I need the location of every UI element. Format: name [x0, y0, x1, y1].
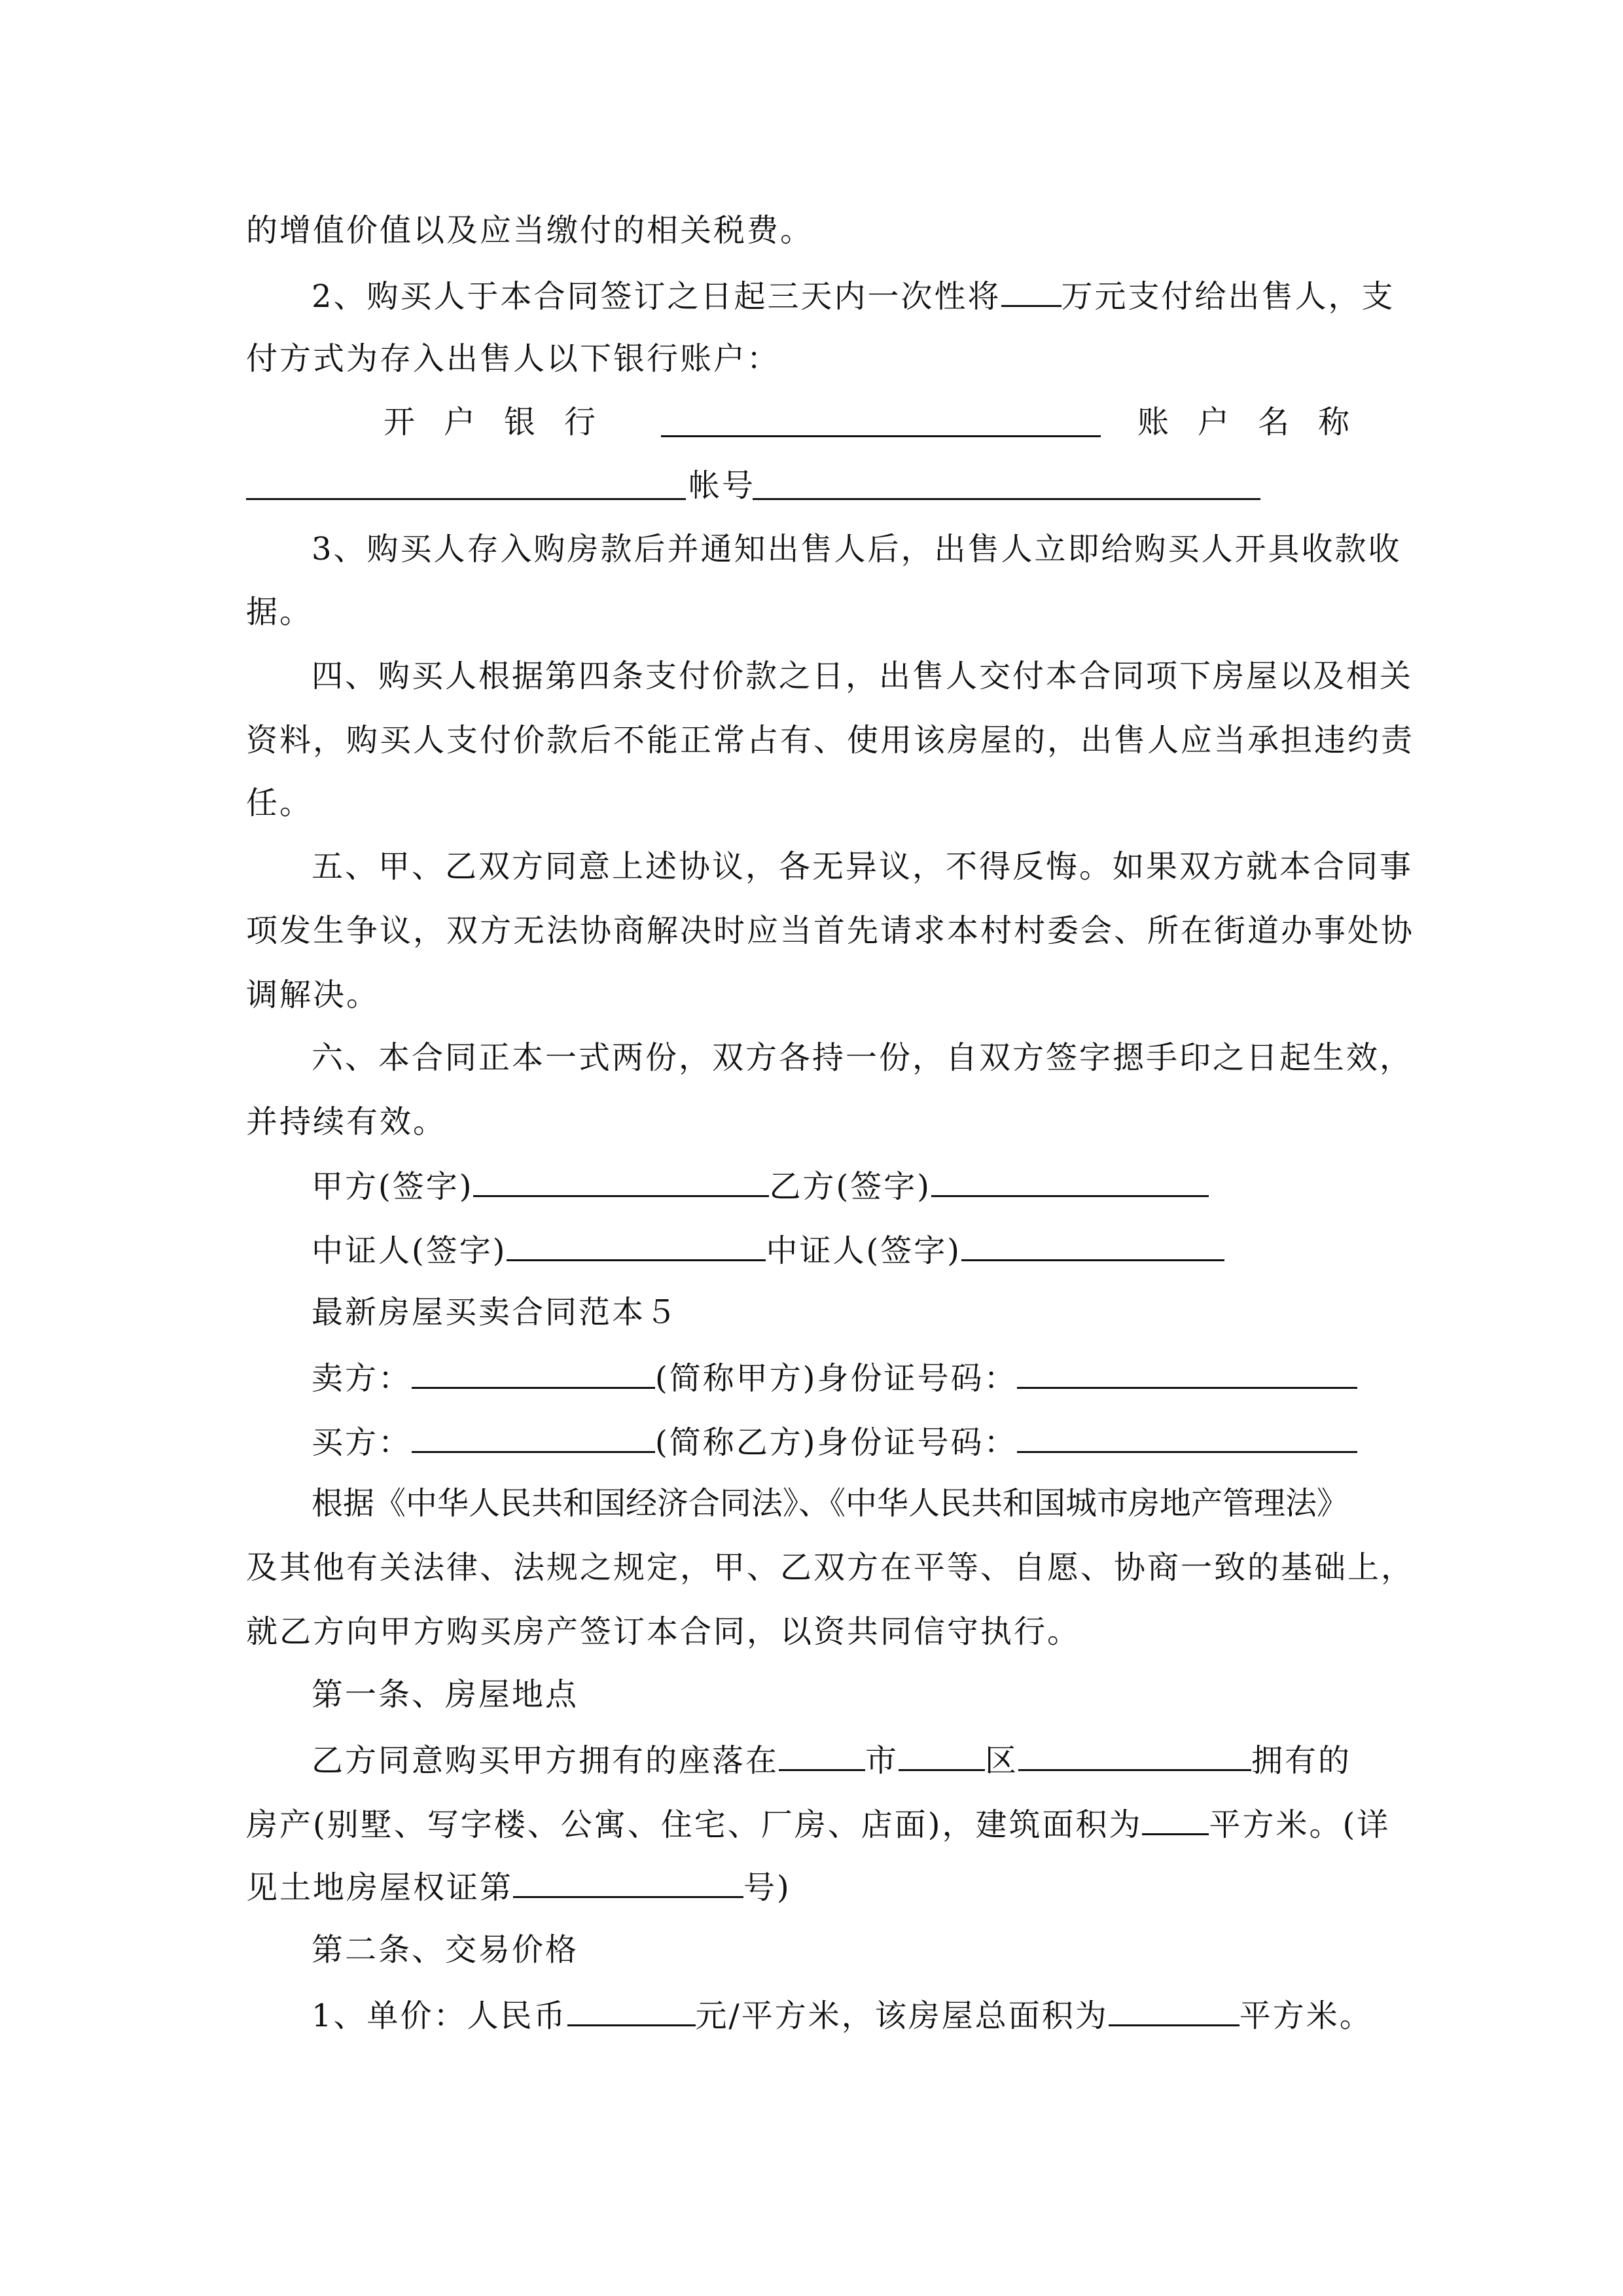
signature-line: 甲方(签字) 乙方(签字) — [312, 1165, 1209, 1206]
text-line: 的增值价值以及应当缴付的相关税费。 — [246, 212, 814, 249]
text-line: 任。 — [246, 785, 313, 821]
blank-field — [1017, 1421, 1357, 1453]
blank-field — [1018, 1739, 1251, 1771]
blank-field — [507, 1229, 766, 1261]
witness-line: 中证人(签字) 中证人(签字) — [312, 1229, 1224, 1270]
blank-field — [412, 1357, 655, 1389]
text-line: 五、甲、乙双方同意上述协议，各无异议，不得反悔。如果双方就本合同事 — [312, 848, 1414, 885]
blank-field — [1142, 1803, 1209, 1835]
seller-line: 卖方： (简称甲方)身份证号码： — [312, 1357, 1357, 1398]
blank-field — [899, 1739, 985, 1771]
blank-field — [961, 1229, 1224, 1261]
article-heading: 第二条、交易价格 — [312, 1931, 579, 1968]
article-heading: 第一条、房屋地点 — [312, 1676, 579, 1713]
blank-field — [513, 1866, 743, 1898]
account-name-label: 账户名称 — [1137, 404, 1379, 440]
blank-field — [1001, 275, 1061, 307]
text-line: 六、本合同正本一式两份，双方各持一份，自双方签字摁手印之日起生效， — [312, 1039, 1414, 1076]
text-line: 项发生争议，双方无法协商解决时应当首先请求本村村委会、所在街道办事处协 — [246, 912, 1415, 949]
text-line: 2、购买人于本合同签订之日起三天内一次性将 万元支付给出售人，支 — [312, 275, 1395, 316]
text-line: 资料，购买人支付价款后不能正常占有、使用该房屋的，出售人应当承担违约责 — [246, 722, 1415, 759]
text-line: 付方式为存入出售人以下银行账户： — [246, 340, 781, 377]
text-line: 1、单价：人民币 元/平方米，该房屋总面积为 平方米。 — [312, 1994, 1373, 2036]
bank-label: 开户银行 — [383, 404, 625, 440]
blank-field — [246, 498, 686, 500]
text-line: 根据《中华人民共和国经济合同法》、《中华人民共和国城市房地产管理法》 — [312, 1485, 1349, 1522]
text-line: 并持续有效。 — [246, 1103, 447, 1140]
blank-field — [1109, 1994, 1240, 2026]
blank-field — [567, 1994, 696, 2026]
blank-field — [753, 498, 1260, 500]
blank-field — [412, 1421, 655, 1453]
text-line: 调解决。 — [246, 977, 380, 1013]
text-line: 据。 — [246, 594, 313, 630]
text-line: 见土地房屋权证第 号) — [246, 1866, 791, 1907]
text-line: 及其他有关法律、法规之规定，甲、乙双方在平等、自愿、协商一致的基础上， — [246, 1549, 1415, 1586]
blank-field — [473, 1165, 769, 1197]
buyer-line: 买方： (简称乙方)身份证号码： — [312, 1421, 1357, 1462]
blank-field — [1017, 1357, 1357, 1389]
text-line: 就乙方向甲方购买房产签订本合同，以资共同信守执行。 — [246, 1613, 1081, 1650]
text-line: 房产(别墅、写字楼、公寓、住宅、厂房、店面)，建筑面积为 平方米。(详 — [246, 1803, 1390, 1844]
text-line: 乙方同意购买甲方拥有的座落在 市 区 拥有的 — [312, 1739, 1351, 1780]
account-no-label: 帐号 — [688, 467, 756, 504]
text-line: 3、购买人存入购房款后并通知出售人后，出售人立即给购买人开具收款收 — [312, 531, 1402, 567]
blank-field — [779, 1739, 865, 1771]
section-title: 最新房屋买卖合同范本５ — [312, 1294, 679, 1331]
blank-field — [661, 435, 1101, 437]
blank-field — [931, 1165, 1209, 1197]
text-line: 四、购买人根据第四条支付价款之日，出售人交付本合同项下房屋以及相关 — [312, 658, 1414, 694]
